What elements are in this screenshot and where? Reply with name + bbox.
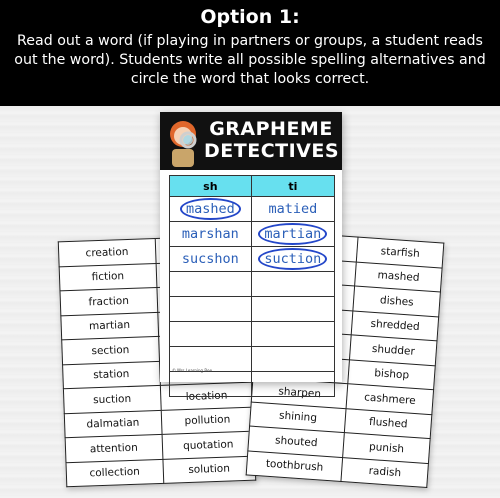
answer-cell[interactable] [251, 197, 334, 222]
answer-cell[interactable] [170, 297, 252, 322]
worksheet-header [160, 112, 342, 170]
table-row [170, 247, 335, 272]
word-card: fiction [59, 263, 156, 291]
grapheme-worksheet [160, 112, 342, 382]
handwritten-word: matied [268, 201, 318, 217]
answer-cell[interactable] [170, 247, 252, 272]
word-card: starfish [357, 237, 444, 267]
answer-cell[interactable] [251, 297, 334, 322]
handwritten-word: marshan [181, 226, 239, 242]
banner-title: Option 1: [200, 6, 300, 28]
word-card: collection [66, 459, 163, 487]
word-card: fraction [60, 287, 157, 315]
answer-cell[interactable] [170, 272, 252, 297]
answer-cell[interactable] [170, 222, 252, 247]
word-card: suction [63, 385, 160, 413]
word-card: radish [341, 457, 428, 487]
worksheet-footer: © Mrs Learning Bee [172, 368, 213, 373]
word-card: punish [343, 433, 430, 463]
table-row [170, 372, 335, 397]
answer-cell[interactable] [170, 197, 252, 222]
answer-cell[interactable] [251, 372, 334, 397]
answer-cell[interactable] [251, 272, 334, 297]
worksheet-title [204, 118, 338, 162]
title-line-1: GRAPHEME [209, 118, 333, 140]
word-card: shining [250, 402, 347, 433]
handwritten-word: sucshon [181, 251, 239, 267]
detective-icon [164, 116, 202, 168]
word-card: dalmatian [64, 410, 161, 438]
word-card: creation [58, 238, 155, 266]
card-row [66, 456, 256, 487]
word-card: shudder [350, 335, 437, 365]
word-card: station [63, 361, 160, 389]
word-card: solution [163, 456, 256, 484]
table-row [170, 272, 335, 297]
answer-cell[interactable] [251, 322, 334, 347]
word-card: attention [65, 434, 162, 462]
word-card: toothbrush [246, 450, 343, 481]
word-card: quotation [162, 431, 255, 459]
answer-cell[interactable] [170, 372, 252, 397]
table-row [170, 197, 335, 222]
word-card: pollution [161, 407, 254, 435]
word-card: bishop [348, 359, 435, 389]
word-card: mashed [355, 262, 442, 292]
word-card: sharpen [251, 377, 348, 408]
table-row [170, 297, 335, 322]
word-card: cashmere [346, 384, 433, 414]
word-card: dishes [353, 286, 440, 316]
word-card: shredded [352, 310, 439, 340]
table-row [170, 222, 335, 247]
word-card: shouted [248, 426, 345, 457]
handwritten-word: mashed [180, 198, 241, 220]
instruction-banner [0, 0, 500, 106]
table-row [170, 322, 335, 347]
column-header-sh: sh [170, 176, 252, 197]
column-header-ti: ti [251, 176, 334, 197]
answer-cell[interactable] [251, 247, 334, 272]
answer-cell[interactable] [251, 347, 334, 372]
handwritten-word: suction [258, 248, 327, 270]
word-card: flushed [345, 408, 432, 438]
banner-text: Read out a word (if playing in partners or groups, a student reads out the word). Students write all possible spelling alternatives and circle the word that looks correct. [14, 33, 486, 87]
answer-cell[interactable] [251, 222, 334, 247]
word-card: martian [61, 312, 158, 340]
spelling-table [169, 175, 335, 397]
title-line-2: DETECTIVES [204, 140, 340, 162]
word-card: location [160, 382, 253, 410]
handwritten-word: martian [258, 223, 327, 245]
word-card: section [62, 336, 159, 364]
answer-cell[interactable] [170, 322, 252, 347]
